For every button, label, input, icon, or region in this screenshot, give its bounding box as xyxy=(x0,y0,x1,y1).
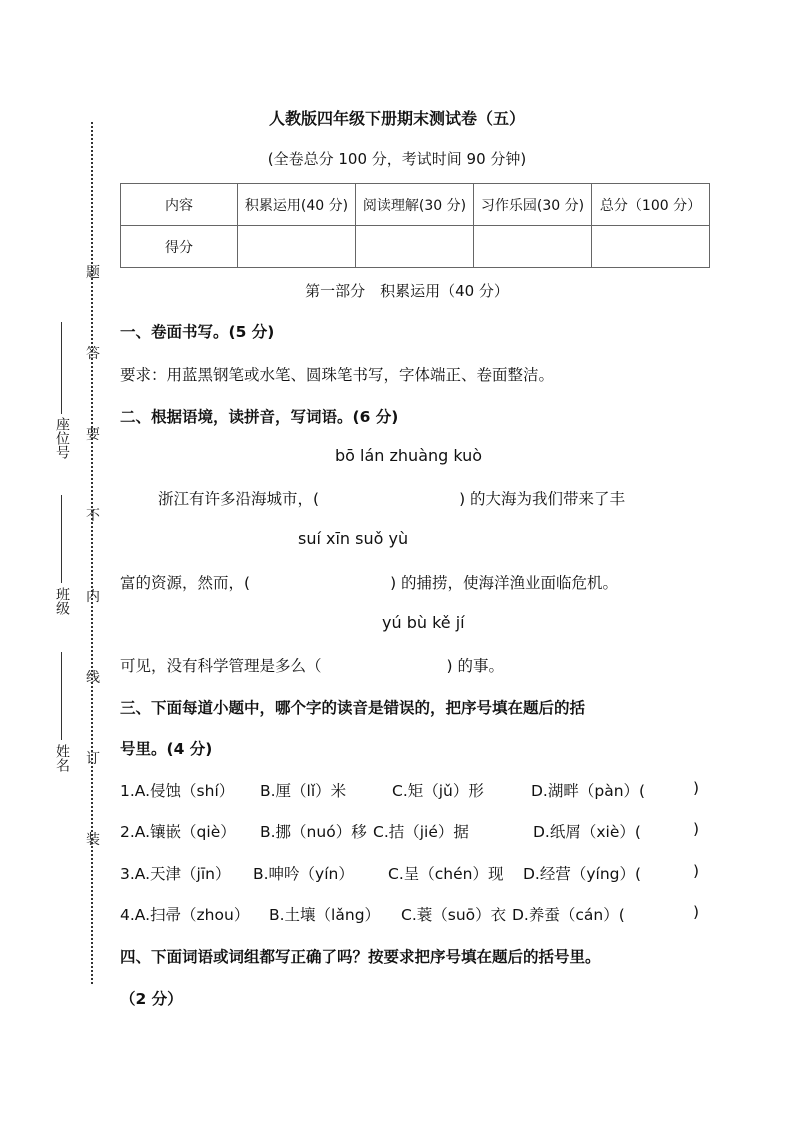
seat-number-line xyxy=(61,322,62,414)
table-header-cell: 内容 xyxy=(121,184,238,226)
option-a: 3.A.天津（jīn） xyxy=(120,865,231,883)
question-1-title: 一、卷面书写。(5 分) xyxy=(120,323,275,341)
question-2-title: 二、根据语境，读拼音，写词语。(6 分) xyxy=(120,408,399,426)
option-b: B.挪（nuó）移 xyxy=(260,823,367,841)
option-b: B.土壤（lǎng） xyxy=(269,906,381,924)
name-line xyxy=(61,652,62,740)
class-label: 班级 xyxy=(54,587,70,615)
exam-title: 人教版四年级下册期末测试卷（五） xyxy=(268,109,525,128)
option-b: B.呻吟（yín） xyxy=(253,865,354,883)
name-field xyxy=(52,652,72,782)
sentence-text: 浙江有许多沿海城市，( xyxy=(158,490,320,508)
binding-char: 线 xyxy=(86,670,100,686)
question-3-item xyxy=(120,779,710,801)
option-d: D.经营（yíng）( xyxy=(523,865,642,883)
class-field xyxy=(52,495,72,625)
sentence-text: 富的资源，然而，( xyxy=(120,574,251,592)
part-title: 第一部分 积累运用（40 分） xyxy=(305,282,509,300)
sentence-text: ) 的事。 xyxy=(446,657,504,675)
question-4-title: 四、下面词语或词组都写正确了吗？按要求把序号填在题后的括号里。 xyxy=(120,948,601,966)
binding-char: 题 xyxy=(86,265,100,281)
question-3-title-line-2: 号里。(4 分) xyxy=(120,740,213,758)
question-3-item xyxy=(120,862,710,884)
score-cell[interactable] xyxy=(474,226,592,268)
option-a: 2.A.镶嵌（qiè） xyxy=(120,823,236,841)
binding-char: 装 xyxy=(86,832,100,848)
question-4-score: （2 分） xyxy=(120,990,183,1008)
binding-dotted-line xyxy=(91,122,93,984)
pinyin-line-2: suí xīn suǒ yù xyxy=(298,529,409,548)
option-c: C.拮（jié）据 xyxy=(373,823,469,841)
answer-bracket-close[interactable]: ) xyxy=(693,820,700,838)
option-b: B.厘（lǐ）米 xyxy=(260,782,347,800)
question-3-item xyxy=(120,903,710,925)
score-table-header-row xyxy=(121,184,710,226)
answer-bracket-close[interactable]: ) xyxy=(693,903,700,921)
score-table-score-row xyxy=(121,226,710,268)
score-cell[interactable] xyxy=(238,226,356,268)
option-d: D.养蚕（cán）( xyxy=(512,906,625,924)
option-d: D.纸屑（xiè）( xyxy=(533,823,641,841)
table-row-label: 得分 xyxy=(121,226,238,268)
option-d: D.湖畔（pàn）( xyxy=(531,782,646,800)
option-a: 1.A.侵蚀（shí） xyxy=(120,782,235,800)
answer-bracket-close[interactable]: ) xyxy=(693,862,700,880)
question-2-line-3 xyxy=(120,654,504,676)
option-c: C.呈（chén）现 xyxy=(388,865,504,883)
binding-char: 不 xyxy=(86,508,100,524)
score-table xyxy=(120,183,710,268)
question-3-title-line-1: 三、下面每道小题中，哪个字的读音是错误的，把序号填在题后的括 xyxy=(120,699,586,717)
binding-char: 答 xyxy=(86,346,100,362)
table-header-cell: 积累运用(40 分) xyxy=(238,184,356,226)
question-2-line-1 xyxy=(158,487,625,509)
table-header-cell: 总分（100 分） xyxy=(592,184,710,226)
pinyin-line-1: bō lán zhuàng kuò xyxy=(335,446,483,465)
option-c: C.矩（jǔ）形 xyxy=(392,782,484,800)
seat-number-field xyxy=(52,322,72,472)
exam-subtitle: (全卷总分 100 分，考试时间 90 分钟) xyxy=(267,150,527,168)
binding-char: 内 xyxy=(86,589,100,605)
question-1-requirement: 要求：用蓝黑钢笔或水笔、圆珠笔书写，字体端正、卷面整洁。 xyxy=(120,366,555,384)
answer-bracket-close[interactable]: ) xyxy=(693,779,700,797)
question-3-item xyxy=(120,820,710,842)
table-header-cell: 习作乐园(30 分) xyxy=(474,184,592,226)
score-cell[interactable] xyxy=(592,226,710,268)
option-a: 4.A.扫帚（zhou） xyxy=(120,906,250,924)
option-c: C.蓑（suō）衣 xyxy=(401,906,507,924)
sentence-text: ) 的捕捞，使海洋渔业面临危机。 xyxy=(390,574,619,592)
seat-number-label: 座位号 xyxy=(54,417,70,459)
sentence-text: 可见，没有科学管理是多么（ xyxy=(120,657,322,675)
name-label: 姓名 xyxy=(54,744,70,772)
binding-char: 要 xyxy=(86,427,100,443)
pinyin-line-3: yú bù kě jí xyxy=(382,613,465,632)
sentence-text: ) 的大海为我们带来了丰 xyxy=(459,490,626,508)
class-line xyxy=(61,495,62,583)
question-2-line-2 xyxy=(120,571,618,593)
score-cell[interactable] xyxy=(356,226,474,268)
binding-char: 订 xyxy=(86,751,100,767)
table-header-cell: 阅读理解(30 分) xyxy=(356,184,474,226)
